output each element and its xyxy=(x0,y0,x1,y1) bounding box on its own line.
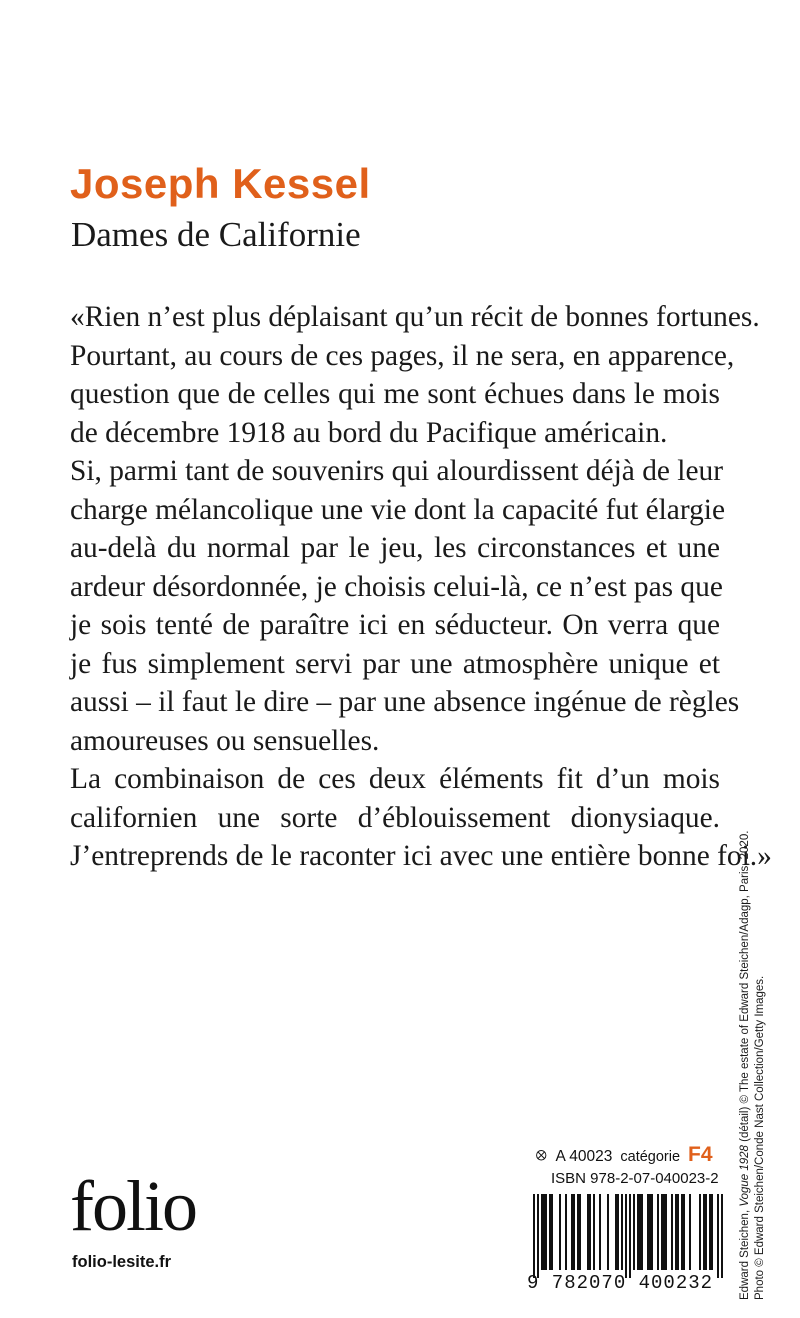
credit-photographer: Edward Steichen, xyxy=(739,1206,751,1300)
barcode-bar xyxy=(647,1194,649,1270)
photo-credit-line-1 xyxy=(738,831,753,1300)
isbn-text: ISBN 978-2-07-040023-2 xyxy=(551,1170,719,1187)
barcode-bar xyxy=(637,1194,639,1270)
blurb-line: charge mélancolique une vie dont la capacité fut élargie xyxy=(70,493,726,526)
barcode-graphic xyxy=(527,1194,727,1278)
barcode-bar xyxy=(703,1194,705,1270)
barcode-bar xyxy=(587,1194,589,1270)
blurb-line: ardeur désordonnée, je choisis celui-là, ce n’est pas que xyxy=(70,570,723,603)
barcode-bar xyxy=(671,1194,673,1270)
blurb-line: au-delà du normal par le jeu, les circonstances et une xyxy=(70,532,720,564)
catalog-line xyxy=(535,1143,721,1167)
credit-work-title: Vogue 1928 xyxy=(739,1145,751,1207)
blurb-line: je sois tenté de paraître ici en séducteur. On verra que xyxy=(70,609,720,641)
photo-credit xyxy=(738,831,768,1300)
blurb-line: Pourtant, au cours de ces pages, il ne sera, en apparence, xyxy=(70,339,735,372)
blurb-line: La combinaison de ces deux éléments fit d’un mois xyxy=(70,763,720,795)
barcode-bar xyxy=(721,1194,723,1278)
barcode-bar xyxy=(675,1194,677,1270)
barcode-bar xyxy=(579,1194,581,1270)
blurb-line: Si, parmi tant de souvenirs qui alourdissent déjà de leur xyxy=(70,455,723,487)
barcode-bar xyxy=(625,1194,627,1278)
photo-credit-line-2: Photo © Edward Steichen/Conde Nast Collection/Getty Images. xyxy=(754,975,766,1300)
barcode-bar xyxy=(537,1194,539,1278)
barcode-bar xyxy=(559,1194,561,1270)
barcode-bar xyxy=(571,1194,573,1270)
barcode-bar xyxy=(589,1194,591,1270)
barcode-bar xyxy=(607,1194,609,1270)
barcode-bar xyxy=(677,1194,679,1270)
barcode-bar xyxy=(533,1194,535,1278)
barcode-bar xyxy=(641,1194,643,1270)
barcode-bar xyxy=(633,1194,635,1270)
barcode-bar xyxy=(683,1194,685,1270)
barcode-bar xyxy=(593,1194,595,1270)
barcode-bar xyxy=(705,1194,707,1270)
blurb-line: «Rien n’est plus déplaisant qu’un récit de bonnes fortunes. xyxy=(70,301,760,333)
barcode-bar xyxy=(665,1194,667,1270)
barcode-bar xyxy=(543,1194,545,1270)
blurb-line: de décembre 1918 au bord du Pacifique américain. xyxy=(70,416,668,449)
barcode-bar xyxy=(551,1194,553,1270)
blurb-line: amoureuses ou sensuelles. xyxy=(70,724,380,757)
barcode-bar xyxy=(565,1194,567,1270)
category-badge: F4 xyxy=(688,1143,713,1166)
book-title: Dames de Californie xyxy=(71,215,361,254)
barcode-bar xyxy=(661,1194,663,1270)
category-label: catégorie xyxy=(620,1149,681,1165)
barcode-bar xyxy=(681,1194,683,1270)
barcode-bar xyxy=(651,1194,653,1270)
barcode-bar xyxy=(711,1194,713,1270)
publisher-mark-icon: ꕕ xyxy=(535,1148,548,1165)
barcode-icon xyxy=(527,1194,727,1278)
barcode-bar xyxy=(577,1194,579,1270)
barcode-bar xyxy=(599,1194,601,1270)
folio-logo: folio xyxy=(70,1166,196,1246)
barcode-bar xyxy=(549,1194,551,1270)
author-name: Joseph Kessel xyxy=(70,160,371,207)
barcode-bar xyxy=(545,1194,547,1270)
barcode-bar xyxy=(689,1194,691,1270)
catalog-code: A 40023 xyxy=(555,1148,613,1165)
barcode-bar xyxy=(717,1194,719,1278)
barcode-bar xyxy=(649,1194,651,1270)
barcode-bar xyxy=(657,1194,659,1270)
publisher-website: folio-lesite.fr xyxy=(72,1253,172,1271)
barcode-digits: 9 782070 400232 xyxy=(527,1272,714,1294)
barcode-bar xyxy=(629,1194,631,1278)
barcode-bar xyxy=(639,1194,641,1270)
barcode-bar xyxy=(617,1194,619,1270)
blurb-line: aussi – il faut le dire – par une absence ingénue de règles xyxy=(70,686,740,718)
barcode-bar xyxy=(699,1194,701,1270)
barcode-bar xyxy=(709,1194,711,1270)
barcode-bar xyxy=(621,1194,623,1270)
barcode-bar xyxy=(541,1194,543,1270)
credit-copyright: (détail) © The estate of Edward Steichen/Adagp, Paris, 2020. xyxy=(739,830,751,1146)
blurb-text xyxy=(70,298,772,876)
blurb-line: californien une sorte d’éblouissement dionysiaque. xyxy=(70,801,720,834)
barcode-bar xyxy=(573,1194,575,1270)
blurb-line: question que de celles qui me sont échues dans le mois xyxy=(70,378,720,410)
blurb-line: J’entreprends de le raconter ici avec une entière bonne foi.» xyxy=(70,840,772,872)
barcode-bar xyxy=(615,1194,617,1270)
barcode-bar xyxy=(663,1194,665,1270)
blurb-line: je fus simplement servi par une atmosphère unique et xyxy=(70,647,720,680)
